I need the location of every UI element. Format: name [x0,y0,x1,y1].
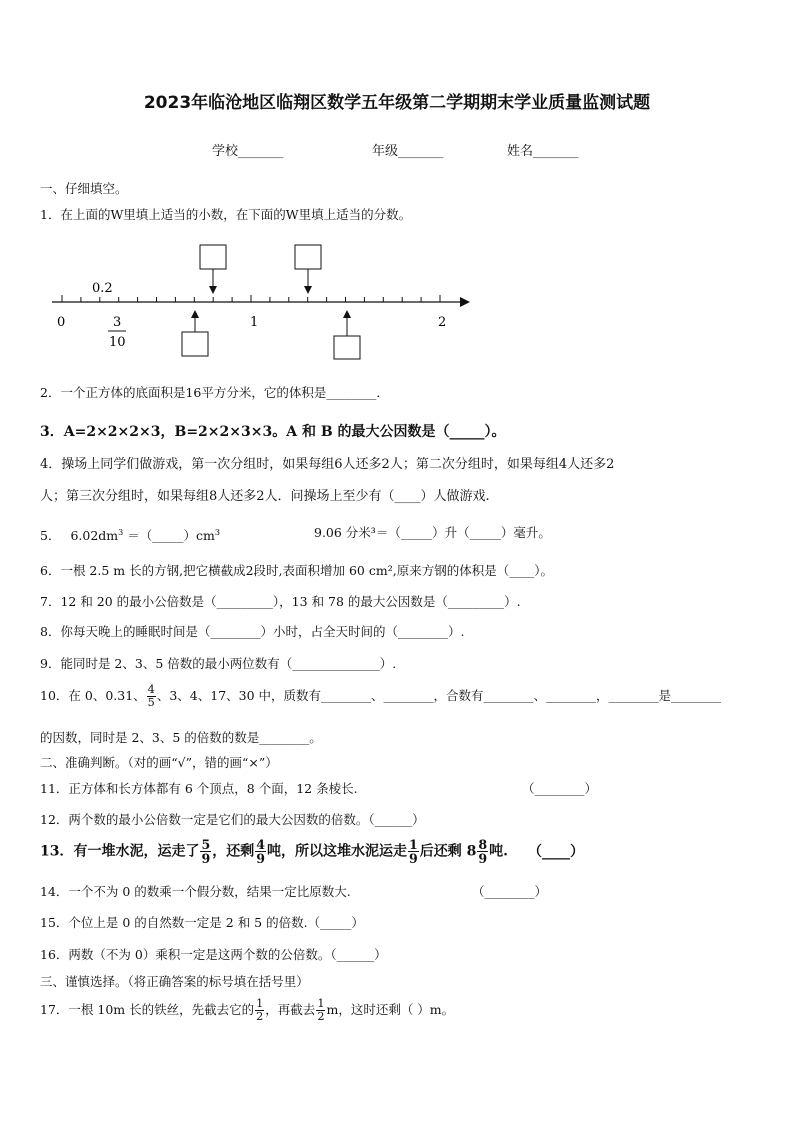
question-15: 15．个位上是 0 的自然数一定是 2 和 5 的倍数.（_____） [40,915,364,930]
label-2: 2 [438,315,447,330]
fraction-4-5: $\frac{4}{5}$ [147,683,155,709]
question-16: 16．两数（不为 0）乘积一定是这两个数的公倍数。（______） [40,947,387,962]
arrow-down-icon [209,286,217,294]
question-6: 6．一根 2.5 m 长的方钢,把它横截成2段时,表面积增加 60 cm²,原来方钢的体积是（____）。 [40,563,553,578]
school-field[interactable]: 学校_______ [212,144,284,159]
question-11: 11．正方体和长方体都有 6 个顶点，8 个面，12 条棱长. [40,781,358,796]
answer-box-bottom-1[interactable] [182,332,208,356]
question-5-number: 5． [40,528,61,544]
question-5 [40,525,220,544]
question-12: 12．两个数的最小公倍数一定是它们的最大公因数的倍数。（______） [40,812,425,827]
answer-box-bottom-2[interactable] [334,336,360,359]
question-1: 1．在上面的W里填上适当的小数，在下面的W里填上适当的分数。 [40,207,412,222]
question-5-part-1b: ＝（_____）cm [127,528,215,544]
section-1-heading: 一、仔细填空。 [40,181,128,196]
grade-field[interactable]: 年级_______ [372,144,444,159]
arrow-down-icon [304,286,312,294]
question-9: 9．能同时是 2、3、5 倍数的最小两位数有（______________）. [40,656,397,671]
superscript: 3 [214,528,220,537]
question-13-answer[interactable]: （____） [528,843,585,860]
question-3: 3．A=2×2×2×3，B=2×2×3×3。A 和 B 的最大公因数是（_____）。 [40,424,506,440]
question-5-part-2: 9.06 分米³＝（_____）升（_____）毫升。 [314,525,551,540]
question-11-answer[interactable]: （________） [522,781,598,796]
question-10-prefix: 10．在 0、0.31、 [40,687,146,703]
label-0-2: 0.2 [92,281,113,296]
question-8: 8．你每天晚上的睡眠时间是（________）小时，占全天时间的（________）. [40,624,465,639]
number-line-diagram [40,240,480,360]
question-4-line-2: 人；第三次分组时，如果每组8人还多2人．问操场上至少有（____）人做游戏. [40,489,490,504]
page-title: 2023年临沧地区临翔区数学五年级第二学期期末学业质量监测试题 [143,93,651,113]
question-4-line-1: 4．操场上同学们做游戏，第一次分组时，如果每组6人还多2人；第二次分组时，如果每组4人还多2 [40,457,615,472]
question-10-suffix: 、3、4、17、30 中，质数有________、________，合数有________、________，________是________ [156,687,722,703]
label-0: 0 [57,315,66,330]
name-field[interactable]: 姓名_______ [507,144,579,159]
superscript: 3 [118,528,124,537]
question-14-answer[interactable]: （________） [472,884,548,899]
label-1: 1 [250,315,259,330]
fraction-denominator: 10 [109,335,126,350]
question-17: 17．一根 10m 长的铁丝，先截去它的 $\frac{1}{2}$ ，再截去 $\frac{1}{2}$ m，这时还剩（ ）m。 [40,997,455,1023]
question-10-line-2: 的因数，同时是 2、3、5 的倍数的数是________。 [40,730,322,745]
question-5-part-1a: 6.02dm [70,528,119,544]
section-3-heading: 三、谨慎选择。（将正确答案的标号填在括号里） [40,974,309,989]
arrow-right-icon [460,297,470,307]
question-13: 13．有一堆水泥，运走了 $\frac{5}{9}$ ，还剩 $\frac{4}{9}$ 吨，所以这堆水泥运走 $\frac{1}{9}$ 后还剩 8 $\frac{8}{9}$ 吨. （____） [40,837,585,867]
question-7: 7．12 和 20 的最小公倍数是（_________），13 和 78 的最大公因数是（_________）. [40,594,521,609]
answer-box-top-1[interactable] [200,245,226,269]
question-10-line-1 [40,684,721,709]
question-2: 2．一个正方体的底面积是16平方分米，它的体积是________． [40,385,389,400]
answer-box-top-2[interactable] [295,245,321,269]
fraction-numerator: 3 [113,315,122,330]
section-2-heading: 二、准确判断。（对的画“√”，错的画“×”） [40,755,278,770]
number-line-ticks [62,295,440,302]
question-14: 14．一个不为 0 的数乘一个假分数，结果一定比原数大. [40,884,351,899]
